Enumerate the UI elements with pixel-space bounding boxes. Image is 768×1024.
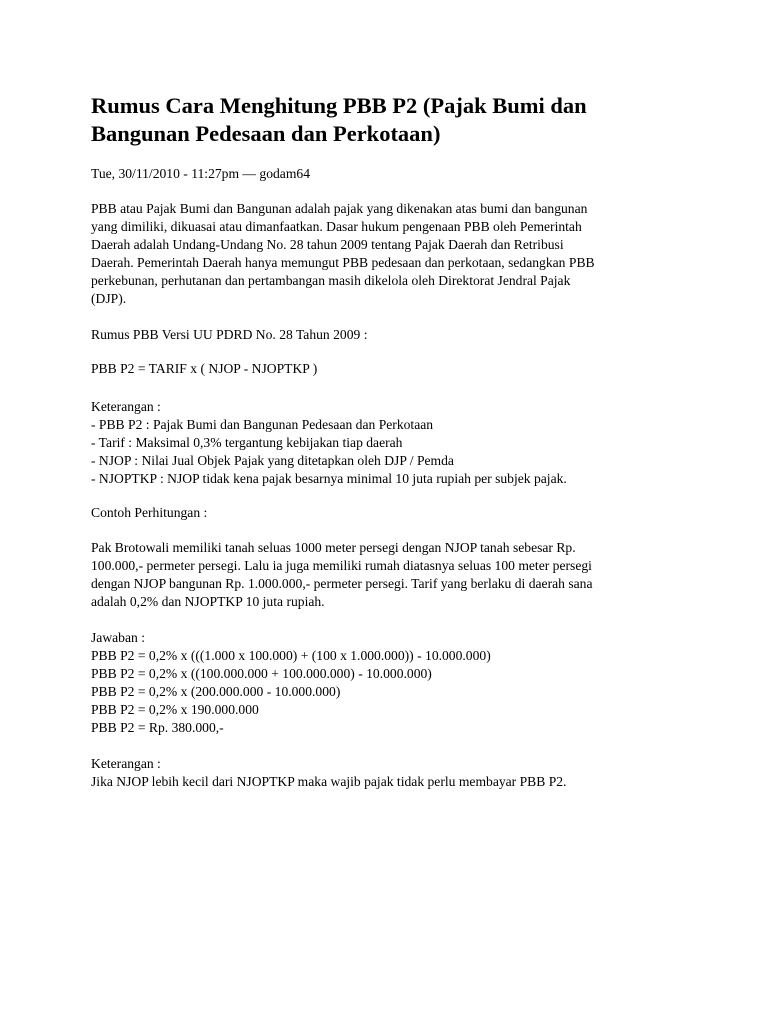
text-line: Daerah. Pemerintah Daerah hanya memungut PBB pedesaan dan perkotaan, sedangkan PBB xyxy=(91,255,595,270)
text-line: 100.000,- permeter persegi. Lalu ia juga memiliki rumah diatasnya seluas 100 meter persegi xyxy=(91,558,592,573)
text-line: perkebunan, perhutanan dan pertambangan masih dikelola oleh Direktorat Jendral Pajak xyxy=(91,273,571,288)
article-meta: Tue, 30/11/2010 - 11:27pm — godam64 xyxy=(91,166,311,181)
intro-paragraph xyxy=(91,200,731,308)
formula: PBB P2 = TARIF x ( NJOP - NJOPTKP ) xyxy=(91,361,318,376)
example-paragraph xyxy=(91,539,731,611)
keterangan-paragraph xyxy=(91,398,731,488)
note-paragraph xyxy=(91,755,731,791)
article-title xyxy=(91,92,731,148)
text-line: yang dimiliki, dikuasai atau dimanfaatkan. Dasar hukum pengenaan PBB oleh Pemerintah xyxy=(91,219,582,234)
text-line: Keterangan : xyxy=(91,756,161,771)
text-line: PBB P2 = 0,2% x (((1.000 x 100.000) + (100 x 1.000.000)) - 10.000.000) xyxy=(91,648,491,663)
jawaban-paragraph xyxy=(91,629,731,737)
text-line: PBB P2 = 0,2% x ((100.000.000 + 100.000.000) - 10.000.000) xyxy=(91,666,432,681)
text-line: adalah 0,2% dan NJOPTKP 10 juta rupiah. xyxy=(91,594,325,609)
document-page xyxy=(91,92,731,789)
text-line: PBB P2 = 0,2% x (200.000.000 - 10.000.000) xyxy=(91,684,341,699)
title-line: Bangunan Pedesaan dan Perkotaan) xyxy=(91,121,441,146)
text-line: (DJP). xyxy=(91,291,127,306)
text-line: Keterangan : xyxy=(91,399,161,414)
text-line: - Tarif : Maksimal 0,3% tergantung kebijakan tiap daerah xyxy=(91,435,403,450)
contoh-heading: Contoh Perhitungan : xyxy=(91,505,208,520)
text-line: PBB P2 = 0,2% x 190.000.000 xyxy=(91,702,259,717)
text-line: Daerah adalah Undang-Undang No. 28 tahun 2009 tentang Pajak Daerah dan Retribusi xyxy=(91,237,564,252)
text-line: Pak Brotowali memiliki tanah seluas 1000 meter persegi dengan NJOP tanah sebesar Rp. xyxy=(91,540,576,555)
text-line: PBB atau Pajak Bumi dan Bangunan adalah pajak yang dikenakan atas bumi dan bangunan xyxy=(91,201,588,216)
text-line: - PBB P2 : Pajak Bumi dan Bangunan Pedesaan dan Perkotaan xyxy=(91,417,434,432)
rumus-heading: Rumus PBB Versi UU PDRD No. 28 Tahun 2009 : xyxy=(91,327,368,342)
title-line: Rumus Cara Menghitung PBB P2 (Pajak Bumi dan xyxy=(91,93,587,118)
contoh-heading-paragraph xyxy=(91,504,731,522)
text-line: Jawaban : xyxy=(91,630,145,645)
text-line: dengan NJOP bangunan Rp. 1.000.000,- permeter persegi. Tarif yang berlaku di daerah sana xyxy=(91,576,593,591)
text-line: Jika NJOP lebih kecil dari NJOPTKP maka wajib pajak tidak perlu membayar PBB P2. xyxy=(91,774,567,789)
rumus-heading-paragraph xyxy=(91,326,731,344)
text-line: - NJOP : Nilai Jual Objek Pajak yang ditetapkan oleh DJP / Pemda xyxy=(91,453,454,468)
text-line: - NJOPTKP : NJOP tidak kena pajak besarnya minimal 10 juta rupiah per subjek pajak. xyxy=(91,471,567,486)
formula-paragraph xyxy=(91,360,731,378)
text-line: PBB P2 = Rp. 380.000,- xyxy=(91,720,224,735)
